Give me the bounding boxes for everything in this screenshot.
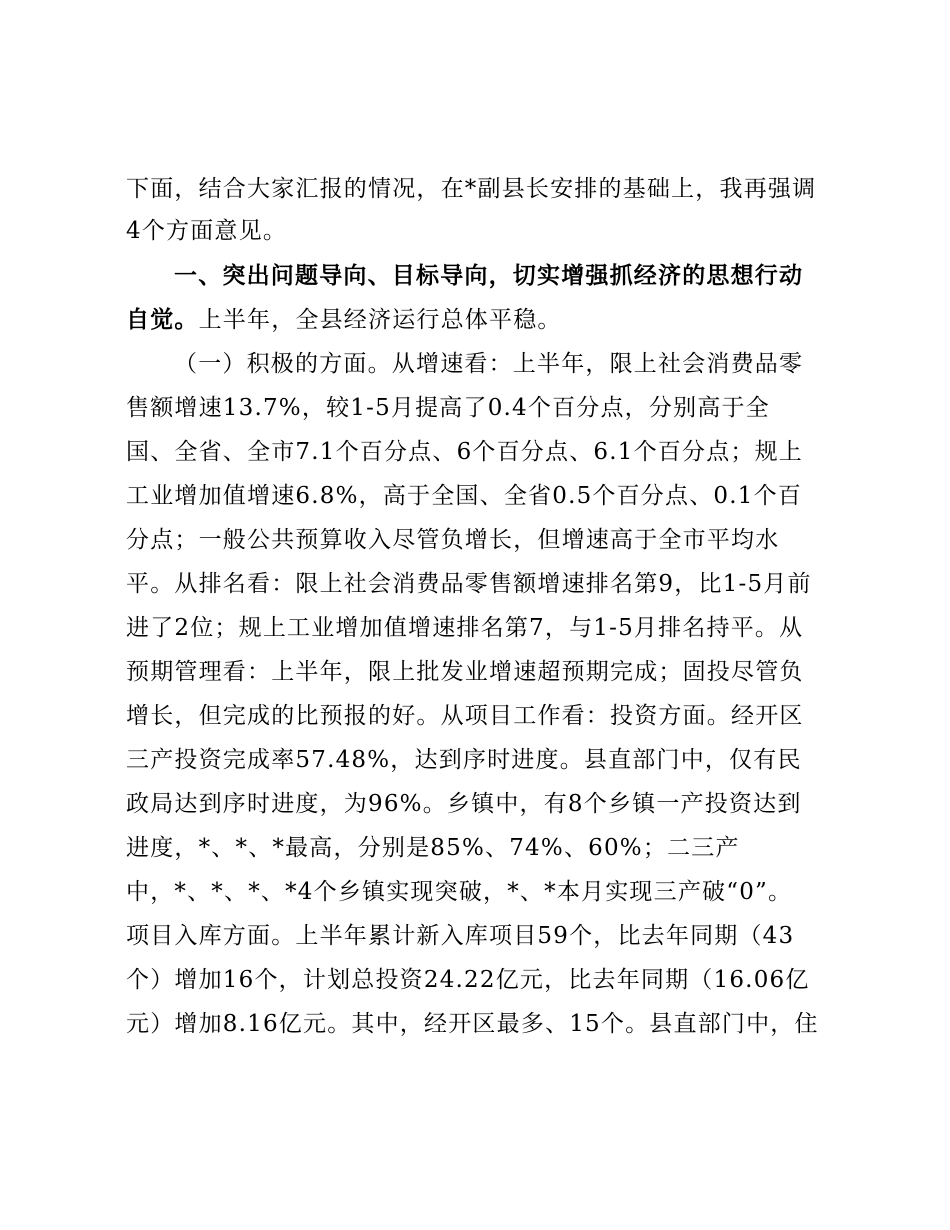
subsection-line-2: 售额增速13.7%，较1-5月提高了0.4个百分点，分别高于全 <box>126 395 770 421</box>
subsection-line-8: 预期管理看：上半年，限上批发业增速超预期完成；固投尽管负 <box>126 659 804 685</box>
subsection-line-14: 项目入库方面。上半年累计新入库项目59个，比去年同期（43 <box>126 923 795 949</box>
paragraph-line-1: 下面，结合大家汇报的情况，在*副县长安排的基础上，我再强调 <box>126 176 817 202</box>
subsection-line-6: 平。从排名看：限上社会消费品零售额增速排名第9，比1-5月前 <box>126 571 812 597</box>
section-heading-line-2 <box>126 305 836 335</box>
subsection-line-1: （一）积极的方面。从增速看：上半年，限上社会消费品零 <box>174 351 804 377</box>
subsection-line-3: 国、全省、全市7.1个百分点、6个百分点、6.1个百分点；规上 <box>126 439 803 465</box>
section-heading-line-1: 一、突出问题导向、目标导向，切实增强抓经济的思想行动 <box>174 262 804 289</box>
section-heading-end: 自觉。 <box>126 306 199 333</box>
subsection-line-5: 分点；一般公共预算收入尽管负增长，但增速高于全市平均水 <box>126 527 780 553</box>
subsection-line-7: 进了2位；规上工业增加值增速排名第7，与1-5月排名持平。从 <box>126 615 804 641</box>
subsection-line-15: 个）增加16个，计划总投资24.22亿元，比去年同期（16.06亿 <box>126 967 810 993</box>
subsection-line-13: 中，*、*、*、*4个乡镇实现突破，*、*本月实现三产破“0”。 <box>126 879 793 905</box>
subsection-line-12: 进度，*、*、*最高，分别是85%、74%、60%；二三产 <box>126 835 740 861</box>
subsection-line-10: 三产投资完成率57.48%，达到序时进度。县直部门中，仅有民 <box>126 747 802 773</box>
paragraph-line-2: 4个方面意见。 <box>126 218 288 244</box>
subsection-line-11: 政局达到序时进度，为96%。乡镇中，有8个乡镇一产投资达到 <box>126 791 802 817</box>
section-summary: 上半年，全县经济运行总体平稳。 <box>198 307 562 333</box>
subsection-line-16: 元）增加8.16亿元。其中，经开区最多、15个。县直部门中，住 <box>126 1011 819 1037</box>
subsection-line-9: 增长，但完成的比预报的好。从项目工作看：投资方面。经开区 <box>126 703 804 729</box>
subsection-line-4: 工业增加值增速6.8%，高于全国、全省0.5个百分点、0.1个百 <box>126 483 802 509</box>
